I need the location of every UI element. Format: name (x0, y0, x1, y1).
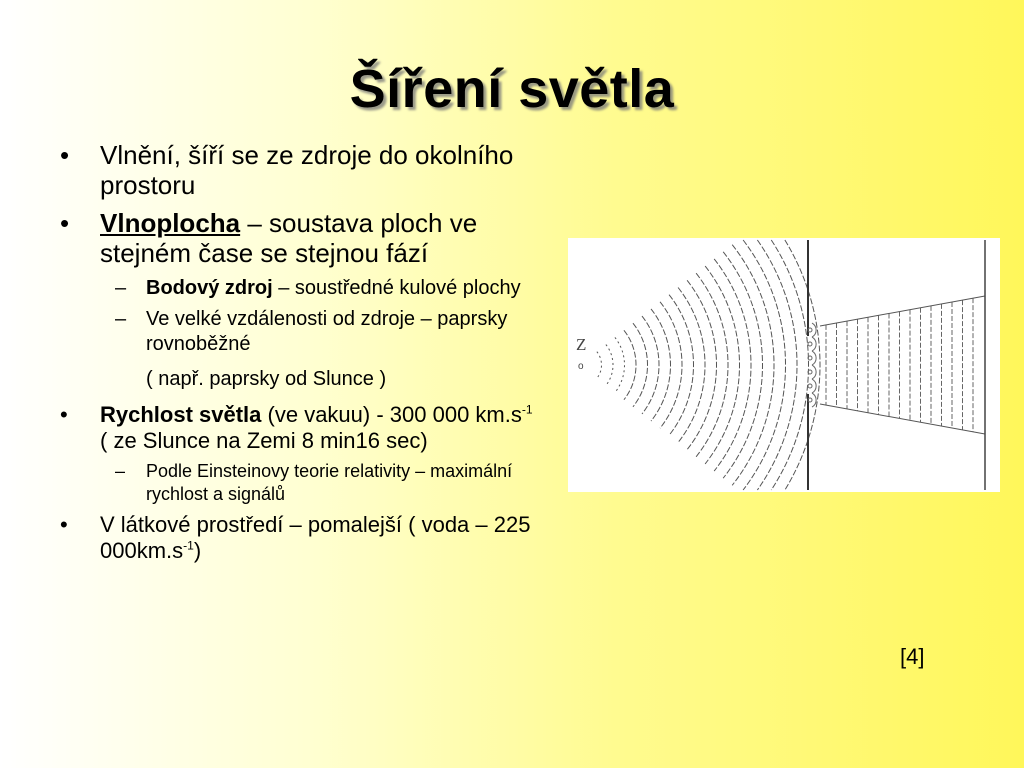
wavefront-arc (606, 345, 613, 386)
bullet-text-continued: ) (193, 538, 202, 563)
huygens-wavelet (812, 351, 816, 365)
wavefront-arc (785, 240, 820, 490)
sub-bullet-item (60, 307, 540, 357)
wavefront-arc (771, 240, 808, 490)
wavefront-arc (615, 337, 625, 392)
bullet-dot-icon: • (60, 140, 70, 170)
bullet-dot-icon: • (60, 402, 68, 427)
sub-bullet-text: ( např. paprsky od Slunce ) (146, 368, 387, 390)
term-rychlost-svetla: Rychlost světla (100, 402, 262, 427)
bullet-text: V látkové prostředí – pomalejší ( voda – 225 000km.s (100, 512, 531, 563)
source-label: Z (576, 335, 587, 354)
wavefront-arc (687, 280, 716, 449)
bullet-dot-icon: • (60, 208, 70, 238)
term-vlnoplocha: Vlnoplocha (100, 208, 241, 238)
secondary-sources (808, 323, 816, 407)
dash-icon: – (115, 461, 126, 481)
sub-bullet-text: Podle Einsteinovy teorie relativity – maximální rychlost a signálů (146, 461, 513, 504)
citation: [4] (900, 644, 925, 669)
dash-icon: – (115, 308, 127, 330)
bullet-item-3 (60, 402, 540, 454)
wavefront-arc (642, 316, 659, 414)
sub-bullet-continuation (60, 367, 540, 392)
wavefront-arc (743, 240, 785, 490)
slit-dot (808, 342, 812, 346)
sub-bullet-text: – soustředné kulové plochy (272, 277, 521, 299)
ray-upper (820, 296, 985, 326)
bullet-text: (ve vakuu) - 300 000 km.s (261, 402, 522, 427)
huygens-wavelet (812, 323, 816, 337)
superscript: -1 (183, 538, 194, 553)
huygens-wavelet (812, 379, 816, 393)
slit-dot (808, 384, 812, 388)
superscript: -1 (521, 402, 533, 417)
source-marker-icon: o (578, 361, 584, 372)
wavefront-arc (651, 309, 670, 421)
plane-wavefronts (826, 298, 973, 432)
sub-bullet-item (60, 460, 540, 506)
wavefront-diagram-svg (568, 238, 1000, 492)
bullet-text-continued: ( ze Slunce na Zemi 8 min16 sec) (100, 428, 428, 453)
dash-icon: – (115, 277, 127, 299)
huygens-wavelet (812, 365, 816, 379)
bullet-item-4 (60, 512, 540, 564)
bullet-text: Vlnění, šíří se ze zdroje do okolního prostoru (100, 140, 514, 200)
bullet-item-1 (60, 140, 540, 200)
wavefront-arc (714, 259, 751, 471)
huygens-wavelet (812, 337, 816, 351)
wavefront-arc (669, 295, 693, 436)
term-bodovy-zdroj: Bodový zdroj (146, 277, 273, 299)
ray-lower (820, 404, 985, 434)
sub-bullet-text: Ve velké vzdálenosti od zdroje – paprsky rovnoběžné (146, 308, 508, 355)
wavefront-arc (624, 330, 636, 399)
bullet-item-2 (60, 208, 540, 268)
sub-bullet-item (60, 276, 540, 301)
wavefront-diagram (568, 238, 1000, 492)
bullet-list (60, 140, 540, 570)
bullet-text: – soustava ploch ve stejném čase se stejnou fází (100, 208, 478, 268)
wavefront-arc (633, 323, 648, 407)
bullet-dot-icon: • (60, 512, 68, 537)
huygens-wavelet (812, 393, 816, 407)
spherical-wavefronts (597, 240, 820, 490)
slide-title: Šíření světla (349, 59, 675, 119)
wavefront-arc (660, 302, 682, 428)
wavefront-arc (597, 352, 602, 379)
